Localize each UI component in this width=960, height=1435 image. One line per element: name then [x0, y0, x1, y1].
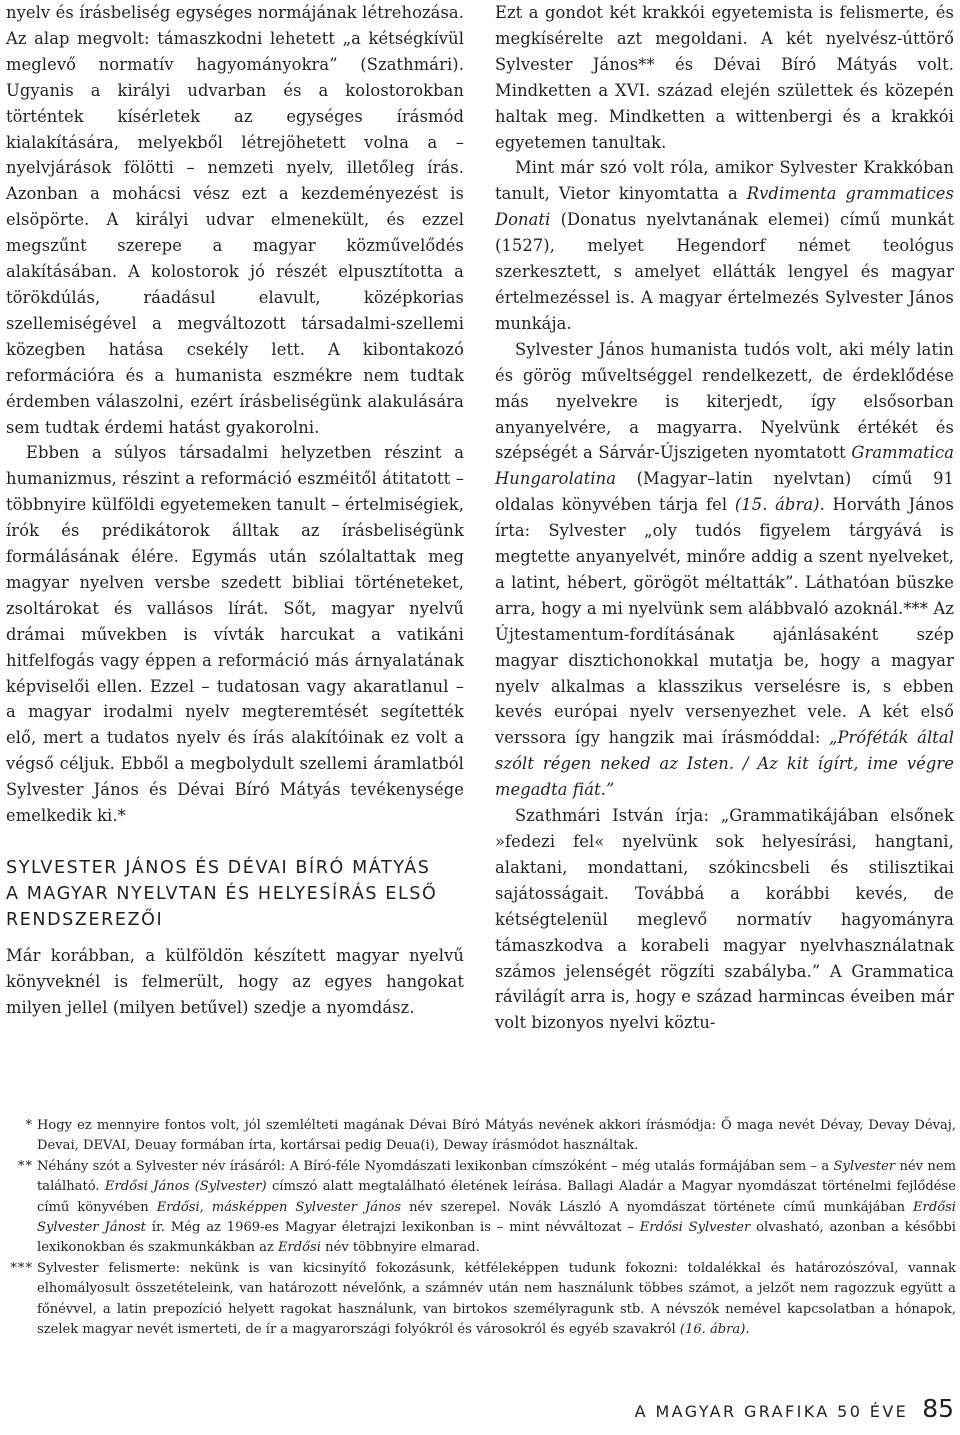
body-paragraph: Már korábban, a külföldön készített magyar nyelvű könyveknél is felmerült, hogy az egyes hangokat milyen jellel (milyen betűvel) szedje a nyomdász. — [6, 946, 464, 1017]
section-heading — [6, 855, 464, 933]
section-heading-line: A MAGYAR NYELVTAN ÉS HELYESÍRÁS ELSŐ — [6, 884, 438, 904]
footnote-italic: Erdősi, másképpen Sylvester János — [156, 1199, 402, 1215]
page-number: 85 — [922, 1394, 954, 1423]
footnote-text: Néhány szót a Sylvester név írásáról: A Bíró-féle Nyomdászati lexikonban címszóként – még utalás formájában sem – a — [37, 1158, 834, 1174]
right-column — [495, 0, 954, 1036]
body-paragraph: Ebben a súlyos társadalmi helyzetben részint a humanizmus, részint a reformáció eszméitől átitatott – többnyire külföldi egyetemeken tanult – értelmiségiek, írók és prédikátorok álltak az írásbeliségünk formálásának élére. Egymás után szólaltattak meg magyar nyelven versbe szedett bibliai történeteket, zsoltárokat és vallásos lírát. Sőt, magyar nyelvű drámai művekben is vívták harcukat a vatikáni hitfelfogás vagy éppen a reformáció más árnyalatának képviselői ellen. Ezzel – tudatosan vagy akaratlanul – a magyar irodalmi nyelv megteremtését segítették elő, mert a tudatos nyelv és írás alakítóinak ez volt a végső céljuk. Ebből a megbolydult szellemi áramlatból Sylvester János és Dévai Bíró Mátyás tevékenysége emelkedik ki.* — [6, 443, 464, 826]
body-paragraph: Ezt a gondot két krakkói egyetemista is felismerte, és megkísérelte azt megoldani. A két nyelvész-úttörő Sylvester János** és Dévai Bíró Mátyás volt. Mindketten a XVI. század elején születtek és közepén haltak meg. Mindketten a wittenbergi és a krakkói egyetemen tanultak. — [495, 3, 954, 152]
footnote-italic: Sylvester — [833, 1158, 896, 1174]
footnote — [0, 1259, 960, 1341]
body-paragraph: Szathmári István írja: „Grammatikájában elsőnek »fedezi fel« nyelvünk sok helyesírási, hangtani, alaktani, mondattani, szókincsbeli és stilisztikai sajátosságait. Továbbá a korábbi kevés, de kétségtelenül meglevő normatív hagyományra támaszkodva a korabeli magyar nyelvhasználatnak számos jelenségét rögzíti szabályba.” A Grammatica rávilágít arra is, hogy e század harmincas éveiben már volt bizonyos nyelvi köztu- — [495, 806, 954, 1033]
footnote-text: ír. Még az 1969-es Magyar életrajzi lexikonban is – mint névváltozat – — [145, 1220, 640, 1236]
footnote-mark: * — [25, 1118, 33, 1133]
footnote-text: olvasható, azonban a későbbi lexikonokban és szakmunkákban az — [37, 1220, 956, 1256]
footnote-italic: Erdősi — [277, 1240, 321, 1256]
section-heading-line: RENDSZEREZŐI — [6, 910, 164, 930]
footnote-italic: Erdősi Sylvester — [639, 1220, 751, 1236]
left-column — [6, 0, 464, 1021]
text-run: (Donatus nyelvtanának elemei) című munkát (1527), melyet Hegendorf német teológus szerkesztett, s amelyet ellátták lengyel és magyar értelmezéssel is. A magyar értelmezés Sylvester János munkája. — [495, 210, 954, 333]
book-title: Rvdimenta grammatices Donati — [495, 184, 954, 230]
footnote-text: Sylvester felismerte: nekünk is van kicsinyítő fokozásunk, kétféleképpen tudunk fokozni: toldalékkal és határozószóval, vannak elhomályosult összetételeink, van határozott névelőnk, a számnév után nem használunk többes számot, a jelzőt nem ragozzuk együtt a főnévvel, a latin prepozíció helyett ragokat használunk, van birtokos személyragunk stb. A névszók nemével kapcsolatban a hónapok, szelek magyar nevét ismerteti, de ír a magyarországi folyókról és városokról és egyéb szavakról — [37, 1260, 956, 1338]
body-paragraph — [495, 337, 954, 803]
body-paragraph — [495, 155, 954, 336]
footnote-italic: Erdősi János (Sylvester) — [104, 1179, 267, 1195]
text-run: (Magyar–latin nyelvtan) című 91 oldalas könyvében tárja fel — [495, 469, 954, 515]
figure-reference: (15. ábra). — [734, 495, 825, 515]
text-run: Horváth János írta: Sylvester „oly tudós figyelem tárgyává is megtette anyanyelvét, minőre addig a szent nyelveket, a latint, hébert, görögöt méltatták”. Láthatóan büszke arra, hogy a mi nyelvünk sem alábbvaló azoknál.*** Az Újtestamentum-fordításának ajánlásaként szép magyar disztichonokkal mutatja be, hogy a magyar nyelv alkalmas a klasszikus verselésre is, s ebben kevés európai nyelv versenyezhet vele. A két első verssora így hangzik mai írásmóddal: — [495, 495, 954, 748]
footnote-italic: Erdősi Sylvester Jánost — [37, 1199, 956, 1236]
book-title: Grammatica Hungarolatina — [495, 443, 954, 489]
figure-reference: (16. ábra). — [679, 1322, 750, 1338]
footnote-mark: *** — [10, 1260, 33, 1276]
footnote — [0, 1116, 960, 1157]
footnote-text: címszó alatt megtalálható életének leírása. Ballagi Aladár a Magyar nyomdászat történelmi fejlődése című könyvében — [37, 1179, 957, 1215]
page-footer — [635, 1394, 954, 1423]
footnote-text: név többnyire elmarad. — [320, 1240, 480, 1256]
footnote-text: név nem található. — [37, 1158, 956, 1195]
running-footer-title: A MAGYAR GRAFIKA 50 ÉVE — [634, 1402, 909, 1421]
text-run: Mint már szó volt róla, amikor Sylvester Krakkóban tanult, Vietor kinyomtatta a — [495, 158, 954, 204]
body-paragraph: nyelv és írásbeliség egységes normájának létrehozása. Az alap megvolt: támaszkodni lehetett „a kétségkívül meglevő normatív hagyományokra” (Szathmári). Ugyanis a királyi udvarban és a kolostorokban történtek kísérletek az egységes írásmód kialakítására, melyekből létrejöhetett volna a – nyelvjárások fölötti – nemzeti nyelv, illetőleg írás. Azonban a mohácsi vész ezt a kezdeményezést is elsöpörte. A királyi udvar elmenekült, és ezzel megszűnt szerepe a magyar közművelődés alakításában. A kolostorok jó részét elpusztította a törökdúlás, ráadásul elavult, középkorias szellemiségével a megváltozott társadalmi-szellemi közegben hatása csekély lett. A kibontakozó reformációra és a humanista eszmékre nem tudtak érdemben válaszolni, ezért írásbeliségünk alakulására sem tudtak érdemi hatást gyakorolni. — [6, 3, 464, 437]
verse-quote: „Próféták által szólt régen neked az Isten. / Az kit ígírt, ime végre megadta fiát.” — [495, 728, 955, 800]
footnote-text: név szerepel. Novák László A nyomdászat története című munkájában — [401, 1199, 913, 1215]
footnote-text: Hogy ez mennyire fontos volt, jól szemlélteti magának Dévai Bíró Mátyás nevének akkori írásmódja: Ő maga nevét Dévay, Devay Dévaj, Devai, DEVAI, Deuay formában írta, kortársai pedig Deua(i), Deway írásmódot használtak. — [37, 1118, 956, 1154]
footnote — [0, 1157, 960, 1259]
text-run: Sylvester János humanista tudós volt, aki mély latin és görög műveltséggel rendelkezett, de érdeklődése más nyelvekre is kiterjedt, így elsősorban anyanyelvére, a magyarra. Nyelvünk értékét és szépségét a Sárvár-Újszigeten nyomtatott — [495, 339, 954, 463]
footnote-mark: ** — [17, 1158, 33, 1174]
section-heading-line: SYLVESTER JÁNOS ÉS DÉVAI BÍRÓ MÁTYÁS — [6, 858, 431, 878]
footnotes — [0, 1116, 960, 1340]
